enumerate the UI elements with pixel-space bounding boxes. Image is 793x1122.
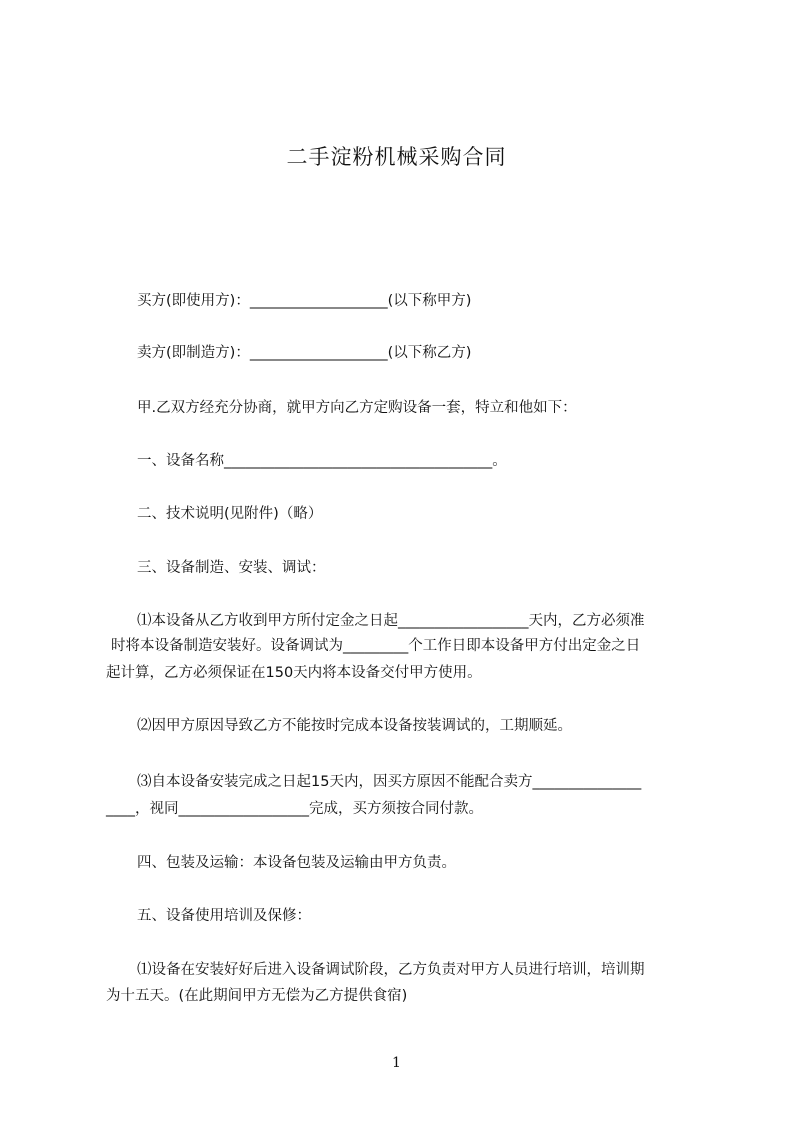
section-1-equipment-name: 一、设备名称_____________________________________。 [137,453,507,469]
section-3-heading: 三、设备制造、安装、调试： [137,560,326,576]
section-3-item-1-line-1: ⑴本设备从乙方收到甲方所付定金之日起__________________天内，乙方必须准 [137,613,645,629]
section-3-item-2: ⑵因甲方原因导致乙方不能按时完成本设备按装调试的，工期顺延。 [137,718,572,734]
section-5-item-1-line-2: 为十五天。(在此期间甲方无偿为乙方提供食宿) [106,988,408,1004]
section-3-item-1-line-2: 时将本设备制造安装好。设备调试为_________个工作日即本设备甲方付出定金之日 [111,638,641,654]
preamble-line: 甲.乙双方经充分协商，就甲方向乙方定购设备一套，特立和他如下： [137,400,577,416]
section-5-item-1-line-1: ⑴设备在安装好好后进入设备调试阶段，乙方负责对甲方人员进行培训，培训期 [137,962,645,978]
section-3-item-3-line-2: ____，视同__________________完成，买方须按合同付款。 [106,801,483,817]
seller-line: 卖方(即制造方)：___________________(以下称乙方) [137,345,472,361]
section-5-heading: 五、设备使用培训及保修： [137,908,311,924]
section-4-packaging: 四、包装及运输：本设备包装及运输由甲方负责。 [137,855,456,871]
buyer-line: 买方(即使用方)：___________________(以下称甲方) [137,293,472,309]
section-2-technical-spec: 二、技术说明(见附件)（略） [137,506,323,522]
document-title: 二手淀粉机械采购合同 [286,145,507,169]
section-3-item-1-line-3: 起计算，乙方必须保证在150天内将本设备交付甲方使用。 [106,665,482,681]
page-number: 1 [392,1055,401,1071]
section-3-item-3-line-1: ⑶自本设备安装完成之日起15天内，因买方原因不能配合卖方_______________ [137,774,642,790]
